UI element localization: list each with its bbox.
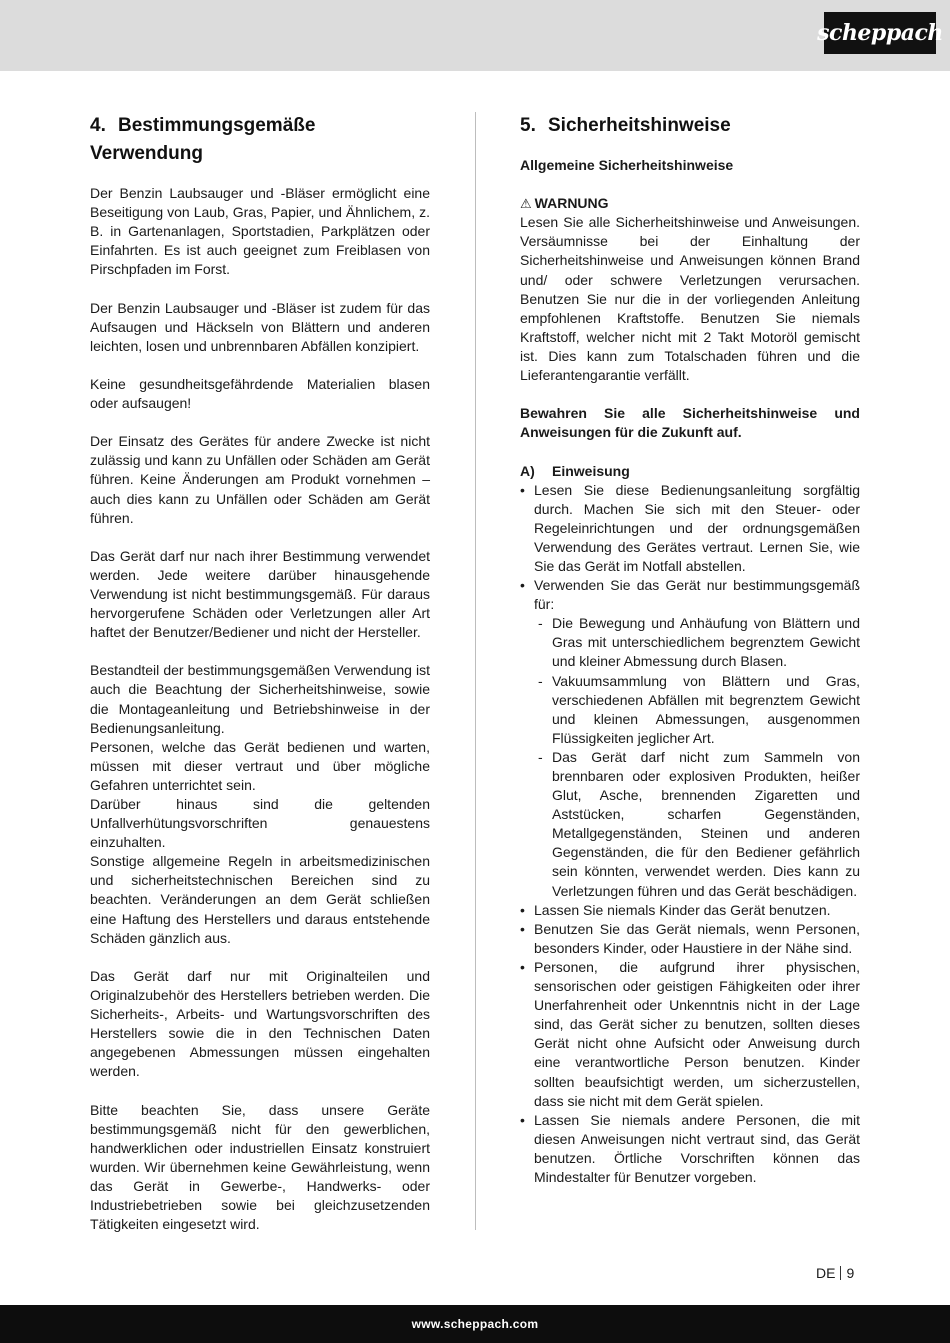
dash-mark: - — [538, 615, 543, 632]
warning-label: WARNUNG — [534, 195, 609, 212]
dash-item — [534, 672, 860, 748]
column-divider — [475, 112, 476, 1230]
paragraph: Darüber hinaus sind die geltenden Unfallverhütungsvorschriften genauestens einzuhalten. — [90, 796, 430, 851]
paragraph: Sonstige allgemeine Regeln in arbeitsmedizinischen und sicherheitstechnischen Bereichen sind zu beachten. Veränderungen an dem Gerät schließen eine Haftung des Herstellers und daraus entstehende Schäden gänzlich aus. — [90, 853, 430, 946]
list-item: • Lassen Sie niemals Kinder das Gerät benutzen. — [520, 901, 860, 920]
section-heading — [520, 112, 860, 140]
scheppach-logo: scheppach — [824, 12, 936, 54]
heading-text: Bestimmungsgemäße Verwendung — [90, 115, 316, 164]
subsection-heading — [520, 462, 860, 481]
footer-bar — [0, 1305, 950, 1343]
paragraph: Bitte beachten Sie, dass unsere Geräte bestimmungsgemäß nicht für den gewerblichen, handwerklichen oder industriellen Einsatz konstruiert wurden. Wir übernehmen keine Gewährleistung, wenn das Gerät in Gewerbe-, Handwerks- oder Industriebetrieben sowie bei gleichzusetzenden Tätigkeiten eingesetzt wird. — [90, 1101, 430, 1233]
paragraph: Keine gesundheitsgefährdende Materialien blasen oder aufsaugen! — [90, 375, 430, 412]
dash-list — [534, 614, 860, 900]
list-item: • Lassen Sie niemals andere Personen, die mit diesen Anweisungen nicht vertraut sind, das Gerät benutzen. Örtliche Vorschriften können das Mindestalter für Benutzer vorgeben. — [520, 1111, 860, 1187]
section-heading — [90, 112, 430, 168]
list-item — [520, 576, 860, 901]
dash-item-text: Vakuumsammlung von Blättern und Gras, verschiedenen Abfällen mit begrenztem Gewicht und kleinen Abmessungen, ausgenommen Flüssigkeiten jeglicher Art. — [552, 672, 860, 746]
subsection-label: A) — [520, 462, 535, 479]
paragraph: Der Einsatz des Gerätes für andere Zwecke ist nicht zulässig und kann zu Unfällen oder Schäden am Gerät führen. Keine Änderungen am Produkt vornehmen – auch dies kann zu Unfällen oder Schäden am Gerät führen. — [90, 433, 430, 526]
list-item: • Benutzen Sie das Gerät niemals, wenn Personen, besonders Kinder, oder Haustiere in der Nähe sind. — [520, 920, 860, 958]
heading-number: 5. — [520, 115, 536, 136]
list-item: • Personen, die aufgrund ihrer physischen, sensorischen oder geistigen Fähigkeiten oder ihrer Unerfahrenheit oder Unkenntnis nicht in der Lage sind, das Gerät sicher zu benutzen, sollten dieses Gerät nicht ohne Aufsicht oder Anweisung durch eine verantwortliche Person benutzen. Kinder sollten beaufsichtigt werden, um sicherzustellen, dass sie nicht mit dem Gerät spielen. — [520, 958, 860, 1111]
dash-mark: - — [538, 748, 543, 765]
heading-text: Sicherheitshinweise — [548, 115, 731, 136]
section-safety — [520, 112, 860, 1187]
warning-text: Lesen Sie alle Sicherheitshinweise und Anweisungen. Versäumnisse bei der Einhaltung der Sicherheitshinweise und Anweisungen können Brand und/ oder schwere Verletzungen verursachen. Benutzen Sie nur die in der vorliegenden Anleitung empfohlenen Kraftstoffe. Benutzen Sie niemals Kraftstoff, welcher nicht mit 2 Takt Motoröl gemischt ist. Dies kann zum Totalschaden führen und die Lieferantengarantie verfällt. — [520, 214, 860, 384]
paragraph: Das Gerät darf nur nach ihrer Bestimmung verwendet werden. Jede weitere darüber hinausgehende Verwendung ist nicht bestimmungsgemäß. Für daraus hervorgerufene Schäden oder Verletzungen aller Art haftet der Benutzer/Bediener und nicht der Hersteller. — [90, 547, 430, 641]
bullet-list — [520, 481, 860, 1187]
warning-title — [520, 194, 860, 213]
separator — [840, 1266, 841, 1280]
page-number — [816, 1265, 854, 1281]
dash-item — [534, 748, 860, 901]
dash-mark: - — [538, 672, 543, 689]
dash-item-text: Das Gerät darf nicht zum Sammeln von brennbaren oder explosiven Produkten, heißer Glut, Asche, brennenden Zigaretten und Aststücken, scharfen Gegenständen, Metallgegenständen, Steinen und anderen Gegenständen, die für den Bediener gefährlich sein könnten, verwendet werden. Dies kann zu Verletzungen führen und das Gerät beschädigen. — [552, 748, 860, 899]
dash-item — [534, 614, 860, 671]
paragraph: Personen, welche das Gerät bedienen und warten, müssen mit dieser vertraut und über mögliche Gefahren unterrichtet sein. — [90, 738, 430, 793]
website-url[interactable]: www.scheppach.com — [411, 1317, 539, 1331]
list-item-text: Verwenden Sie das Gerät nur bestimmungsgemäß für: — [534, 577, 860, 613]
paragraph: Das Gerät darf nur mit Originalteilen und Originalzubehör des Herstellers betrieben werden. Die Sicherheits-, Arbeits- und Wartungsvorschriften des Herstellers sowie die in den Technischen Daten angegebenen Abmessungen müssen eingehalten werden. — [90, 967, 430, 1080]
paragraph: Der Benzin Laubsauger und -Bläser ist zudem für das Aufsaugen und Häckseln von Blättern und anderen leichten, losen und unbrennbaren Abfällen konzipiert. — [90, 299, 430, 354]
section-intended-use — [90, 112, 430, 1253]
dash-item-text: Die Bewegung und Anhäufung von Blättern und Gras mit unterschiedlichem begrenztem Gewicht und kleiner Abmessung durch Blasen. — [552, 615, 860, 670]
page-number-value: 9 — [846, 1265, 855, 1281]
list-item: • Lesen Sie diese Bedienungsanleitung sorgfältig durch. Machen Sie sich mit den Steuer- oder Regeleinrichtungen und der ordnungsgemäßen Verwendung des Gerätes vertraut. Lernen Sie, wie Sie das Gerät im Notfall abstellen. — [520, 481, 860, 576]
language-code: DE — [816, 1265, 836, 1281]
heading-number: 4. — [90, 115, 106, 136]
keep-instructions-note: Bewahren Sie alle Sicherheitshinweise und Anweisungen für die Zukunft auf. — [520, 405, 860, 441]
paragraph: Der Benzin Laubsauger und -Bläser ermöglicht eine Beseitigung von Laub, Gras, Papier, und Ähnlichem, z. B. in Gartenanlagen, Sportstadien, Parkplätzen oder Einfahrten. Es ist auch geeignet zum Freiblasen von Pirschpfaden im Forst. — [90, 185, 430, 278]
header-bar — [0, 0, 950, 71]
subheading: Allgemeine Sicherheitshinweise — [520, 157, 734, 173]
warning-triangle-icon: ⚠ — [520, 196, 532, 212]
paragraph: Bestandteil der bestimmungsgemäßen Verwendung ist auch die Beachtung der Sicherheitshinweise, sowie die Montageanleitung und Betriebshinweise in der Bedienungsanleitung. — [90, 662, 430, 736]
subsection-title: Einweisung — [552, 462, 630, 479]
